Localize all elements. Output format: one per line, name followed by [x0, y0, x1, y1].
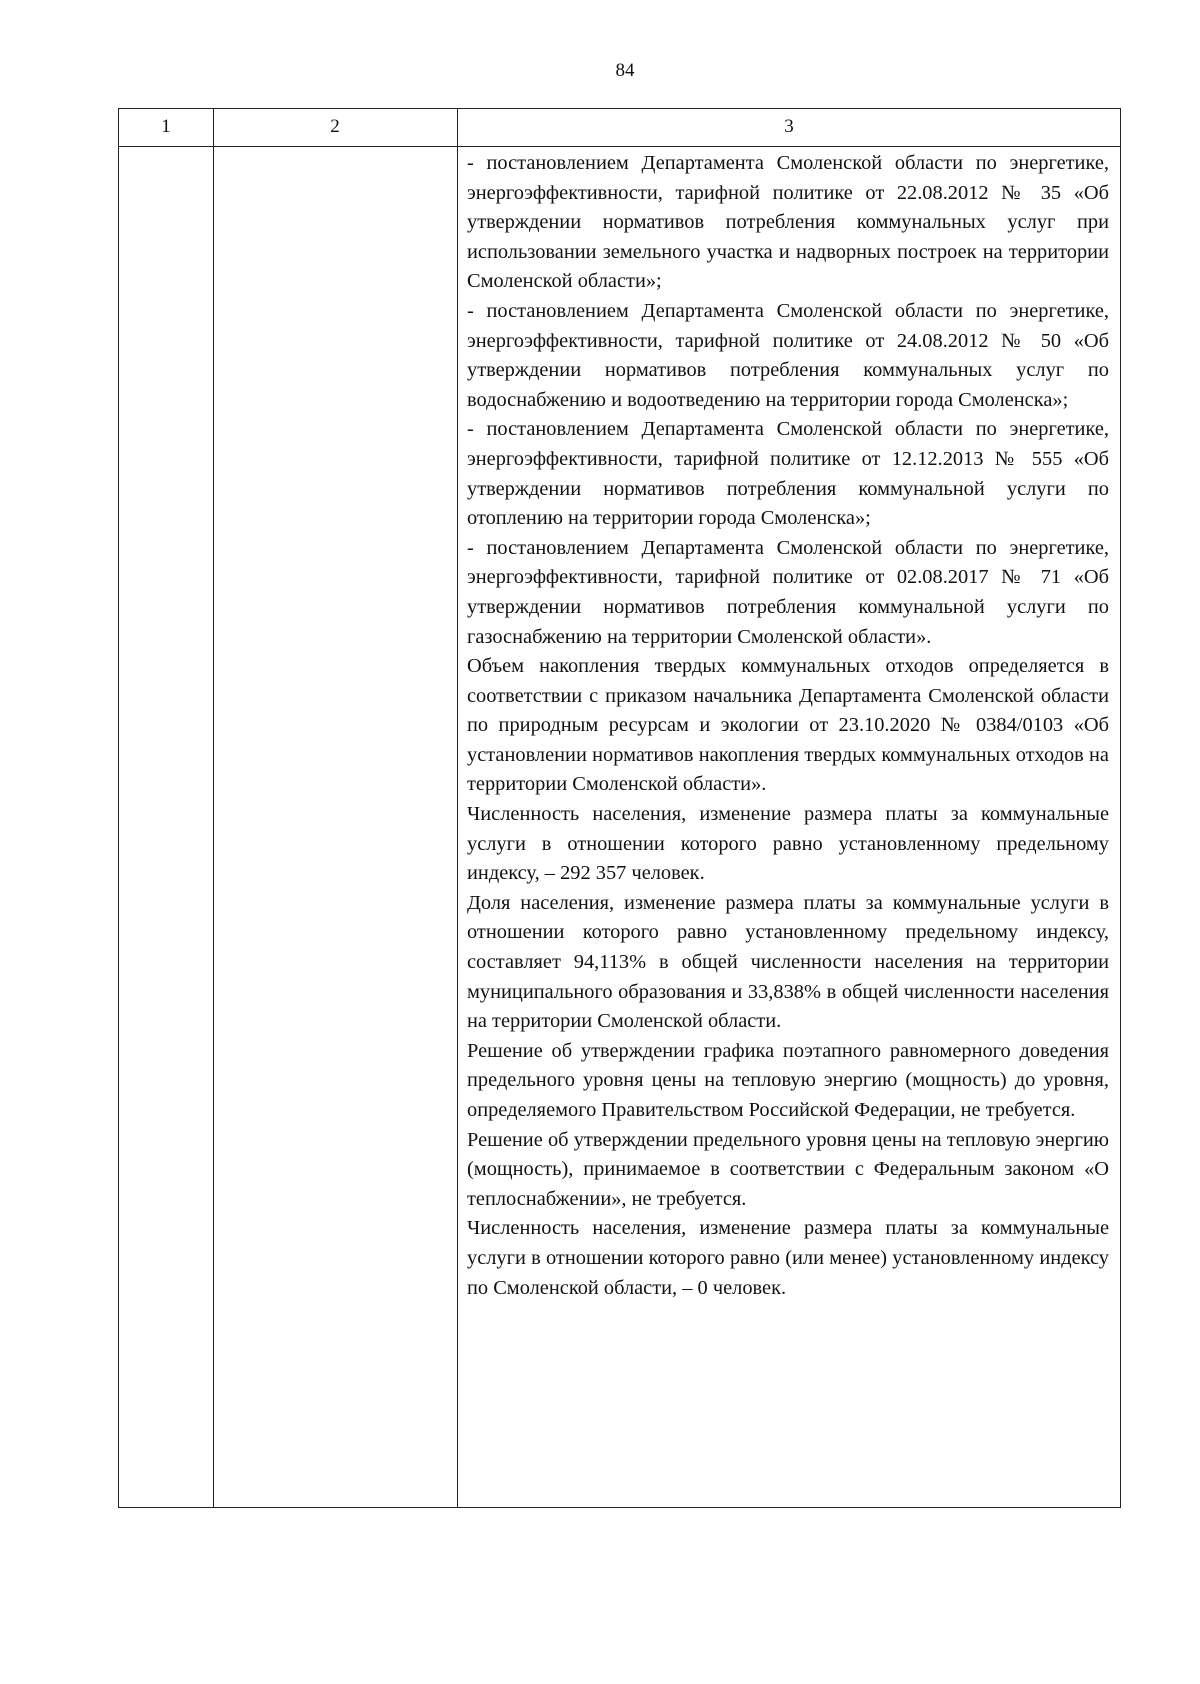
paragraph-price-level-decision: Решение об утверждении предельного уровня цены на тепловую энергию (мощность), принимаемое в соответствии с Федеральным законом «О теплоснабжении», не требуется. — [467, 1128, 1109, 1210]
paragraph-population-count: Численность населения, изменение размера платы за коммунальные услуги в отношении которого равно установленному предельному индексу, – 292 357 человек. — [467, 803, 1109, 885]
paragraph-resolution-50: - постановлением Департамента Смоленской области по энергетике, энергоэффективности, тарифной политике от 24.08.2012 № 50 «Об утверждении нормативов потребления коммунальных услуг по водоснабжению и водоотведению на территории города Смоленска»; — [467, 299, 1109, 411]
column-header-1: 1 — [161, 116, 171, 137]
column-3-content — [467, 149, 1109, 1303]
document-table — [118, 108, 1121, 1508]
column-header-2: 2 — [330, 116, 340, 137]
paragraph-population-zero: Численность населения, изменение размера платы за коммунальные услуги в отношении которого равно (или менее) установленному индексу по Смоленской области, – 0 человек. — [467, 1217, 1109, 1299]
paragraph-schedule-decision: Решение об утверждении графика поэтапного равномерного доведения предельного уровня цены на тепловую энергию (мощность) до уровня, определяемого Правительством Российской Федерации, не требуется. — [467, 1039, 1109, 1121]
column-header-3: 3 — [784, 116, 794, 137]
table-header-row — [119, 109, 1120, 147]
paragraph-resolution-555: - постановлением Департамента Смоленской области по энергетике, энергоэффективности, тарифной политике от 12.12.2013 № 555 «Об утверждении нормативов потребления коммунальной услуги по отоплению на территории города Смоленска»; — [467, 418, 1109, 530]
paragraph-resolution-35: - постановлением Департамента Смоленской области по энергетике, энергоэффективности, тарифной политике от 22.08.2012 № 35 «Об утверждении нормативов потребления коммунальных услуг при использовании земельного участка и надворных построек на территории Смоленской области»; — [467, 152, 1109, 293]
page-number: 84 — [615, 60, 635, 81]
column-divider — [213, 109, 214, 1507]
paragraph-waste-volume: Объем накопления твердых коммунальных отходов определяется в соответствии с приказом начальника Департамента Смоленской области по природным ресурсам и экологии от 23.10.2020 № 0384/0103 «Об установлении нормативов накопления твердых коммунальных отходов на территории Смоленской области». — [467, 655, 1109, 796]
paragraph-population-share: Доля населения, изменение размера платы за коммунальные услуги в отношении которого равно установленному предельному индексу, составляет 94,113% в общей численности населения на территории муниципального образования и 33,838% в общей численности населения на территории Смоленской области. — [467, 891, 1109, 1033]
paragraph-resolution-71: - постановлением Департамента Смоленской области по энергетике, энергоэффективности, тарифной политике от 02.08.2017 № 71 «Об утверждении нормативов потребления коммунальной услуги по газоснабжению на территории Смоленской области». — [467, 536, 1109, 648]
column-divider — [457, 109, 458, 1507]
